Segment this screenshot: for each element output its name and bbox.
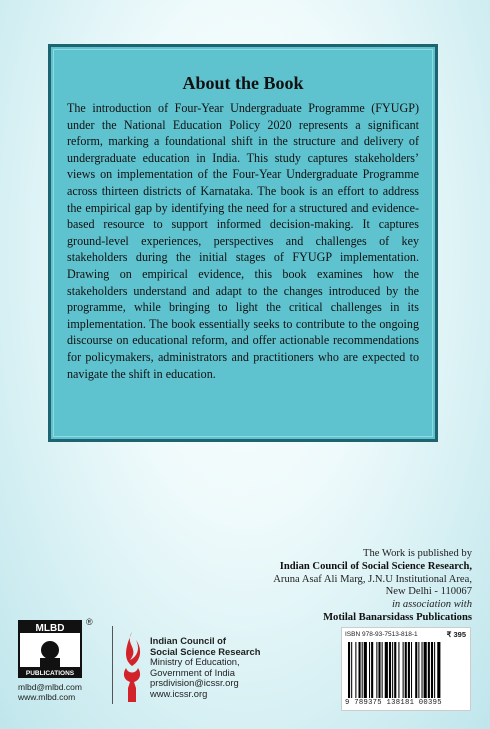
icssr-flame-logo — [118, 630, 146, 706]
publisher-address-1: Aruna Asaf Ali Marg, J.N.U Institutional Area, — [273, 573, 472, 585]
mlbd-logo-text: MLBD — [35, 623, 65, 634]
about-the-book-panel — [48, 44, 438, 442]
publisher-intro: The Work is published by — [363, 548, 472, 559]
barcode-digits: 9 789375 138181 00395 — [345, 699, 442, 707]
mlbd-logo — [18, 620, 82, 678]
icssr-web: www.icssr.org — [150, 687, 208, 699]
isbn-barcode-box — [341, 627, 471, 711]
publisher-association: in association with — [391, 599, 472, 611]
icssr-email: prsdivision@icssr.org — [150, 677, 239, 689]
icssr-ministry: Ministry of Education, — [150, 656, 240, 668]
mlbd-registered-mark: ® — [86, 617, 93, 627]
price-label: ₹ 395 — [446, 630, 466, 639]
mlbd-email: mlbd@mlbd.com — [18, 682, 82, 692]
about-title: About the Book — [182, 73, 304, 93]
mlbd-contact — [18, 682, 82, 702]
icssr-info — [150, 636, 260, 700]
logo-divider — [112, 626, 113, 704]
isbn-label: ISBN 978-93-7513-818-1 — [345, 631, 418, 638]
publisher-partner: Motilal Banarsidass Publications — [323, 611, 472, 623]
icssr-name-1: Indian Council of — [150, 635, 227, 646]
about-body: The introduction of Four-Year Undergraduate Programme (FYUGP) under the National Education Policy 2020 represents a significant reform, marking a foundational shift in the structure and delivery of undergraduate education in India. This study captures stakeholders’ views on implementation of the Four-Year Undergraduate Programme across thirteen districts of Karnataka. The book is an effort to address the empirical gap by identifying the need for a structured and evidence-based resource to support informed decision-making. It captures ground-level experiences, perspectives and challenges of key stakeholders during the initial stages of FYUGP implementation. Drawing on empirical evidence, this book examines how the stakeholders understand and adapt to the changes introduced by the programme, while bringing to light the critical challenges in its implementation. The book essentially seeks to contribute to the ongoing discourse on educational reform, and offer actionable recommendations for policymakers, administrators and practitioners who are expected to navigate the shift in education. — [67, 101, 419, 381]
publisher-address-2: New Delhi - 110067 — [385, 586, 472, 598]
publisher-info — [172, 548, 472, 625]
publisher-org: Indian Council of Social Science Research, — [279, 560, 472, 572]
mlbd-web: www.mlbd.com — [18, 692, 76, 702]
mlbd-logo-sub: PUBLICATIONS — [25, 670, 75, 677]
barcode — [348, 642, 466, 698]
icssr-name-2: Social Science Research — [150, 645, 261, 657]
icssr-gov: Government of India — [150, 666, 235, 678]
